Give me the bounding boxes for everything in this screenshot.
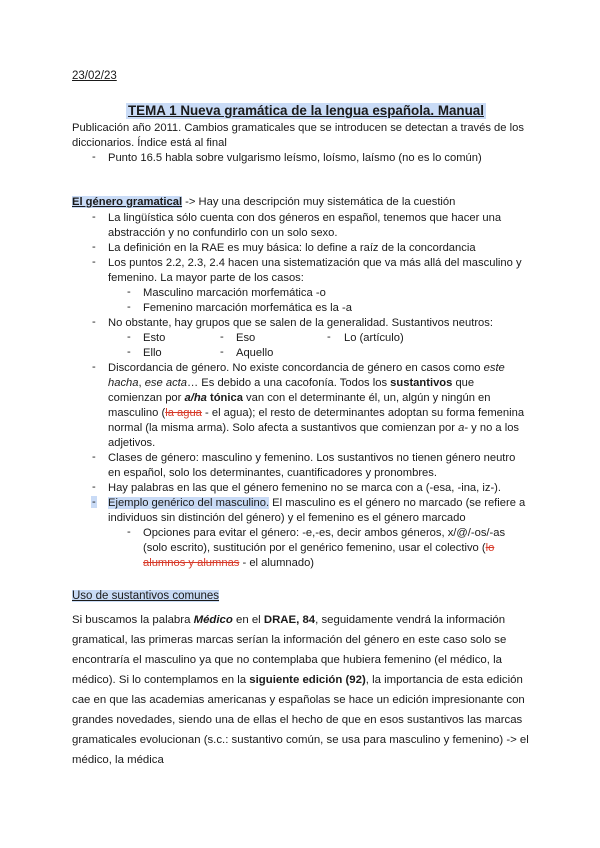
bullet-dash: - <box>92 316 96 328</box>
struck-text: la agua <box>165 407 202 419</box>
bullet-dash: - <box>92 361 96 373</box>
genero-sub-3-l3 <box>143 556 314 571</box>
genero-heading-line <box>72 195 530 210</box>
text-run: masculino ( <box>108 407 166 419</box>
bold-run: tónica <box>206 392 243 404</box>
uso-heading <box>72 590 219 602</box>
genero-bullet-5-l5 <box>108 421 519 436</box>
genero-sub-1: Masculino marcación morfemática -o <box>143 287 326 299</box>
sub-bullet-dash: - <box>127 331 131 343</box>
genero-bullet-6-l1: Clases de género: masculino y femenino. Los sustantivos no tienen género neutro <box>108 452 516 464</box>
bullet-dash: - <box>92 241 96 253</box>
genero-sub-3-l2 <box>143 541 494 556</box>
genero-bullet-7: Hay palabras en las que el género femenino no se marca con a (-esa, -ina, iz-). <box>108 482 502 494</box>
genero-bullet-5-l6: adjetivos. <box>108 437 156 449</box>
text-run: , la importancia de esta edición <box>365 674 523 686</box>
uso-line-2: gramatical, las primeras marcas serían la información del género en este caso solo se <box>72 634 507 646</box>
bold-run: DRAE, 84 <box>263 614 316 626</box>
bullet-dash-highlighted: - <box>92 496 96 508</box>
genero-bullet-6-l2: en español, solo los determinantes, cuantificadores y pronombres. <box>108 467 437 479</box>
sub-bullet-dash: - <box>127 301 131 313</box>
page-title: TEMA 1 Nueva gramática de la lengua española. Manual <box>128 103 484 118</box>
genero-bullet-3-l2: femenino. La mayor parte de los casos: <box>108 272 304 284</box>
text-run: , <box>138 377 145 389</box>
italic-run: a- <box>458 422 469 434</box>
sub-bullet-dash: - <box>127 346 131 358</box>
uso-line-4 <box>72 671 532 691</box>
sub-bullet-dash: - <box>220 331 224 343</box>
text-run: y no a los <box>468 422 520 434</box>
sub-bullet-dash: - <box>327 331 331 343</box>
genero-bullet-3-l1: Los puntos 2.2, 2.3, 2.4 hacen una sistematización que va más allá del masculino y <box>108 257 522 269</box>
italic-run: hacha <box>108 377 139 389</box>
genero-bullet-1-l1: La lingüística sólo cuenta con dos géneros en español, tenemos que hacer una <box>108 212 502 224</box>
text-run: en el <box>232 614 264 626</box>
genero-heading: El género gramatical <box>72 196 183 208</box>
uso-line-5: cae en que las academias americanas y españolas se hace un edición impresionante con <box>72 694 525 706</box>
text-run: comienzan por <box>108 392 185 404</box>
highlighted-text: Ejemplo genérico del masculino. <box>108 497 270 509</box>
genero-bullet-5-l4 <box>108 406 524 421</box>
uso-line-3: encontraría el masculino ya que no contemplaba que hubiera femenino (el médico, la <box>72 654 502 666</box>
italic-run: ese acta <box>144 377 187 389</box>
genero-sub-3-l1: Opciones para evitar el género: -e,-es, decir ambos géneros, x/@/-os/-as <box>143 527 506 539</box>
struck-text: alumnos y alumnas <box>143 557 240 569</box>
bold-italic-run: Médico <box>193 614 233 626</box>
genero-bullet-5-l3 <box>108 391 491 406</box>
bold-run: siguiente edición (92) <box>249 674 366 686</box>
struck-text: lo <box>485 542 495 554</box>
text-run: que <box>452 377 475 389</box>
genero-bullet-1-l2: abstracción y no confundirlo con un solo sexo. <box>108 227 338 239</box>
sub-bullet-dash: - <box>220 346 224 358</box>
genero-bullet-8-l2: individuos sin distinción del género) y el femenino es el género marcado <box>108 512 466 524</box>
bullet-dash: - <box>92 451 96 463</box>
text-run: Si buscamos la palabra <box>72 614 194 626</box>
text-run: Discordancia de género. No existe concordancia de género en casos como <box>108 362 484 374</box>
sub-bullet-dash: - <box>127 286 131 298</box>
sub-bullet-dash: - <box>127 526 131 538</box>
text-run: (solo escrito), sustitución por el genérico femenino, usar el colectivo ( <box>143 542 486 554</box>
genero-heading-rest: -> Hay una descripción muy sistemática de la cuestión <box>182 196 456 208</box>
genero-bullet-2: La definición en la RAE es muy básica: lo define a raíz de la concordancia <box>108 242 476 254</box>
intro-line-2: diccionarios. Índice está al final <box>72 137 227 149</box>
neutro-aquello: Aquello <box>236 347 274 359</box>
uso-line-8: médico, la médica <box>72 754 164 766</box>
uso-heading-text: Uso de sustantivos comunes <box>72 590 220 602</box>
neutro-esto: Esto <box>143 332 166 344</box>
uso-line-7: gramaticales evolucionan (s.c.: sustantivo común, se usa para masculino y femenino) -> el <box>72 734 529 746</box>
text-run: - el alumnado) <box>239 557 315 569</box>
bold-run: sustantivos <box>390 377 453 389</box>
text-run: … Es debido a una cacofonía. Todos los <box>187 377 391 389</box>
genero-sub-2: Femenino marcación morfemática es la -a <box>143 302 352 314</box>
intro-bullet: Punto 16.5 habla sobre vulgarismo leísmo, loísmo, laísmo (no es lo común) <box>108 152 482 164</box>
text-run: van con el determinante él, un, algún y ningún en <box>242 392 491 404</box>
genero-bullet-5-l1 <box>108 361 505 376</box>
text-run: , seguidamente vendrá la información <box>315 614 506 626</box>
text-run: normal (la misma arma). Solo afecta a sustantivos que comienzan por <box>108 422 459 434</box>
italic-run: este <box>483 362 505 374</box>
bullet-dash: - <box>92 256 96 268</box>
bullet-dash: - <box>92 211 96 223</box>
bold-italic-run: a/ha <box>184 392 207 404</box>
neutro-ello: Ello <box>143 347 162 359</box>
genero-bullet-4: No obstante, hay grupos que se salen de la generalidad. Sustantivos neutros: <box>108 317 493 329</box>
neutro-lo: Lo (artículo) <box>344 332 404 344</box>
uso-line-1 <box>72 611 532 631</box>
bullet-dash: - <box>92 151 96 163</box>
intro-line-1: Publicación año 2011. Cambios gramaticales que se introducen se detectan a través de los <box>72 122 524 134</box>
text-run: - el agua); el resto de determinantes adoptan su forma femenina <box>201 407 525 419</box>
neutro-eso: Eso <box>236 332 256 344</box>
text-run: médico). Si lo contemplamos en la <box>72 674 250 686</box>
text-run: El masculino es el género no marcado (se refiere a <box>269 497 526 509</box>
date: 23/02/23 <box>72 70 117 82</box>
genero-bullet-5-l2 <box>108 376 474 391</box>
uso-line-6: grandes novedades, siendo una de ellas el hecho de que en esos sustantivos las marcas <box>72 714 523 726</box>
genero-bullet-8-l1 <box>108 496 525 511</box>
bullet-dash: - <box>92 481 96 493</box>
